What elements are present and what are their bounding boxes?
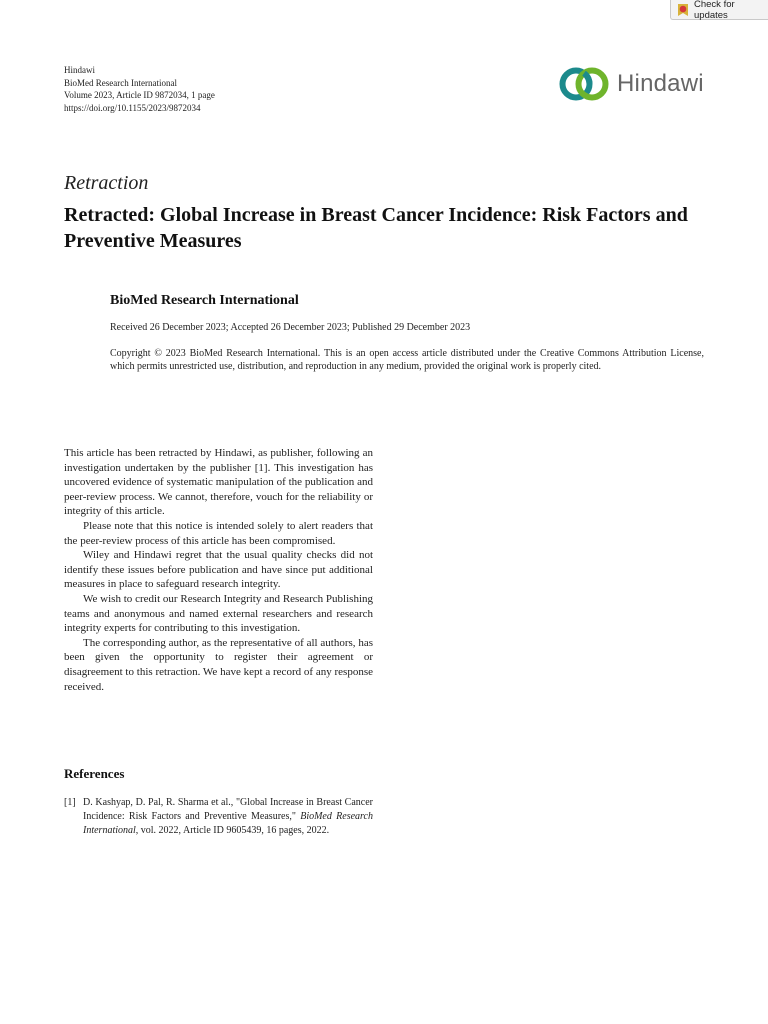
publisher-name: Hindawi [64, 65, 95, 75]
reference-text [83, 796, 373, 838]
check-for-updates-button[interactable] [670, 0, 768, 20]
reference-text-after: , vol. 2022, Article ID 9605439, 16 pages, 2022. [135, 825, 330, 836]
article-body [64, 446, 373, 694]
volume-info: Volume 2023, Article ID 9872034, 1 page [64, 90, 215, 100]
body-paragraph: The corresponding author, as the representative of all authors, has been given the opportunity to register their agreement or disagreement to this retraction. We have kept a record of any response received. [64, 636, 373, 693]
publication-dates: Received 26 December 2023; Accepted 26 December 2023; Published 29 December 2023 [110, 322, 471, 333]
references-heading: References [64, 766, 125, 781]
hindawi-logo [557, 64, 704, 104]
article-author: BioMed Research International [110, 293, 299, 308]
hindawi-logo-icon [557, 64, 611, 104]
article-type: Retraction [64, 172, 149, 194]
check-for-updates-label: Check for updates [694, 0, 735, 21]
body-paragraph: Please note that this notice is intended solely to alert readers that the peer-review process of this article has been compromised. [64, 519, 373, 547]
journal-metadata [64, 64, 215, 114]
reference-number: [1] [64, 797, 76, 808]
hindawi-logo-text: Hindawi [617, 70, 704, 97]
crossmark-icon [677, 3, 689, 17]
reference-journal: BioMed Research International [83, 811, 373, 836]
copyright-notice: Copyright © 2023 BioMed Research International. This is an open access article distributed under the Creative Commons Attribution License, which permits unrestricted use, distribution, and reproduction in any medium, provided the original work is properly cited. [110, 348, 704, 372]
body-paragraph: This article has been retracted by Hindawi, as publisher, following an investigation undertaken by the publisher [1]. This investigation has uncovered evidence of systematic manipulation of the publication and peer-review process. We cannot, therefore, vouch for the reliability or integrity of this article. [64, 447, 373, 518]
body-paragraph: We wish to credit our Research Integrity and Research Publishing teams and anonymous and named external researchers and research integrity experts for contributing to this investigation. [64, 592, 373, 635]
doi-link[interactable]: https://doi.org/10.1155/2023/9872034 [64, 102, 201, 113]
reference-text-before: D. Kashyap, D. Pal, R. Sharma et al., "Global Increase in Breast Cancer Incidence: Risk Factors and Preventive Measures," [83, 797, 373, 822]
article-title: Retracted: Global Increase in Breast Cancer Incidence: Risk Factors and Preventive Measures [64, 204, 688, 252]
reference-item [64, 796, 373, 838]
body-paragraph: Wiley and Hindawi regret that the usual quality checks did not identify these issues before publication and have since put additional measures in place to safeguard research integrity. [64, 549, 373, 591]
journal-name: BioMed Research International [64, 77, 177, 88]
